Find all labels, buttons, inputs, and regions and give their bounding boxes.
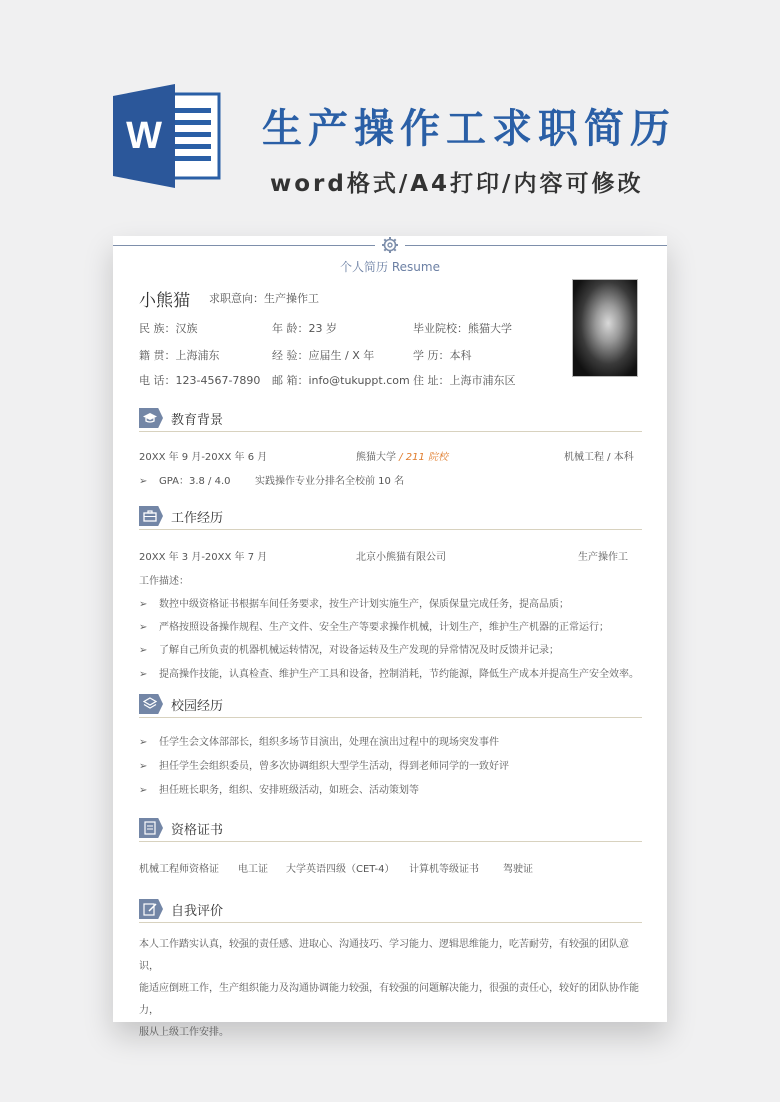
edu-major: 机械工程 / 本科: [564, 452, 634, 463]
section-campus: [139, 692, 642, 718]
edu-school-tag: / 211 院校: [396, 452, 448, 463]
resume-header-label: 个人简历 Resume: [340, 260, 440, 274]
section-education-title: 教育背景: [171, 413, 224, 428]
cert-item: 机械工程师资格证: [139, 864, 219, 875]
candidate-name: 小熊猫: [139, 291, 190, 311]
cert-item: 驾驶证: [503, 864, 533, 875]
section-rule: [139, 529, 642, 530]
campus-item-text: 担任班长职务，组织、安排班级活动，如班会、活动策划等: [159, 785, 419, 796]
self-eval-line: 本人工作踏实认真，较强的责任感、进取心、沟通技巧、学习能力、逻辑思维能力，吃苦耐劳，有较强的团队意识，: [139, 939, 629, 972]
bullet-arrow-icon: ➢: [139, 645, 148, 656]
resume-sheet: [113, 236, 667, 1038]
bullet-arrow-icon: ➢: [139, 785, 148, 796]
cert-item: 电工证: [238, 864, 268, 875]
campus-item-text: 担任学生会组织委员，曾多次协调组织大型学生活动，得到老师同学的一致好评: [159, 761, 509, 772]
section-rule: [139, 922, 642, 923]
info-experience: 经 验：应届生 / X 年: [272, 349, 375, 362]
info-ethnicity: 民 族：汉族: [139, 322, 198, 335]
work-period: 20XX 年 3 月-20XX 年 7 月: [139, 552, 268, 563]
work-item: [139, 618, 609, 633]
self-eval-line: 服从上级工作安排。: [139, 1027, 229, 1038]
gear-icon: [381, 236, 399, 254]
edu-school: [356, 448, 448, 463]
banner-subtitle: word格式/A4打印/内容可修改: [270, 171, 644, 197]
cert-item: 计算机等级证书: [409, 864, 479, 875]
campus-item: [139, 757, 509, 772]
campus-item-text: 任学生会文体部部长，组织多场节目演出，处理在演出过程中的现场突发事件: [159, 737, 499, 748]
work-item: [139, 641, 559, 656]
banner: [0, 0, 780, 230]
info-origin: 籍 贯：上海浦东: [139, 349, 220, 362]
edu-rank: 实践操作专业分排名全校前 10 名: [255, 476, 405, 487]
campus-item: [139, 733, 499, 748]
section-rule: [139, 717, 642, 718]
work-item: [139, 595, 569, 610]
section-certs: [139, 816, 642, 842]
work-item-text: 严格按照设备操作规程、生产文件、安全生产等要求操作机械，计划生产，维护生产机器的正常运行；: [159, 622, 609, 633]
info-address: 住 址：上海市浦东区: [413, 374, 516, 387]
edu-period: 20XX 年 9 月-20XX 年 6 月: [139, 452, 268, 463]
campus-item: [139, 781, 419, 796]
banner-title: 生产操作工求职简历: [262, 106, 676, 152]
section-rule: [139, 841, 642, 842]
bullet-arrow-icon: ➢: [139, 669, 148, 680]
self-eval-text: [139, 934, 642, 1044]
work-item-text: 数控中级资格证书根据车间任务要求，按生产计划实施生产，保质保量完成任务，提高品质；: [159, 599, 569, 610]
bullet-arrow-icon: ➢: [139, 761, 148, 772]
self-eval-line: 能适应倒班工作，生产组织能力及沟通协调能力较强，有较强的问题解决能力，很强的责任心，较好的团队协作能力，: [139, 983, 639, 1016]
section-self: [139, 897, 642, 923]
section-campus-title: 校园经历: [171, 699, 224, 714]
info-school: 毕业院校：熊猫大学: [413, 322, 512, 335]
info-phone: 电 话：123-4567-7890: [139, 374, 261, 387]
info-email: 邮 箱：info@tukuppt.com: [272, 374, 410, 387]
work-item-text: 提高操作技能，认真检查、维护生产工具和设备，控制消耗，节约能源，降低生产成本并提高生产安全效率。: [159, 669, 639, 680]
work-item-text: 了解自己所负责的机器机械运转情况，对设备运转及生产发现的异常情况及时反馈并记录；: [159, 645, 559, 656]
edu-gpa-row: [139, 472, 231, 487]
section-education: [139, 406, 642, 432]
section-work-title: 工作经历: [171, 511, 224, 526]
section-certs-title: 资格证书: [171, 823, 224, 838]
work-company: 北京小熊猫有限公司: [356, 552, 446, 563]
info-degree: 学 历：本科: [413, 349, 472, 362]
work-desc-label: 工作描述：: [139, 576, 189, 587]
edit-icon: [139, 899, 163, 919]
header-rule-right: [405, 245, 667, 246]
header-rule-left: [113, 245, 375, 246]
svg-text:W: W: [126, 115, 162, 157]
info-age: 年 龄：23 岁: [272, 322, 337, 335]
section-rule: [139, 431, 642, 432]
bullet-arrow-icon: ➢: [139, 622, 148, 633]
work-position: 生产操作工: [578, 552, 628, 563]
certificate-icon: [139, 818, 163, 838]
bullet-arrow-icon: ➢: [139, 476, 148, 487]
section-self-title: 自我评价: [171, 904, 224, 919]
briefcase-icon: [139, 506, 163, 526]
job-intent: 求职意向：生产操作工: [209, 292, 319, 305]
bullet-arrow-icon: ➢: [139, 599, 148, 610]
edu-school-name: 熊猫大学: [356, 452, 396, 463]
layers-icon: [139, 694, 163, 714]
cert-item: 大学英语四级（CET-4）: [286, 864, 395, 875]
edu-gpa: GPA：3.8 / 4.0: [159, 476, 231, 487]
word-icon: [113, 84, 221, 188]
section-work: [139, 504, 642, 530]
work-item: [139, 665, 639, 680]
profile-photo: [572, 279, 638, 377]
bullet-arrow-icon: ➢: [139, 737, 148, 748]
graduation-cap-icon: [139, 408, 163, 428]
